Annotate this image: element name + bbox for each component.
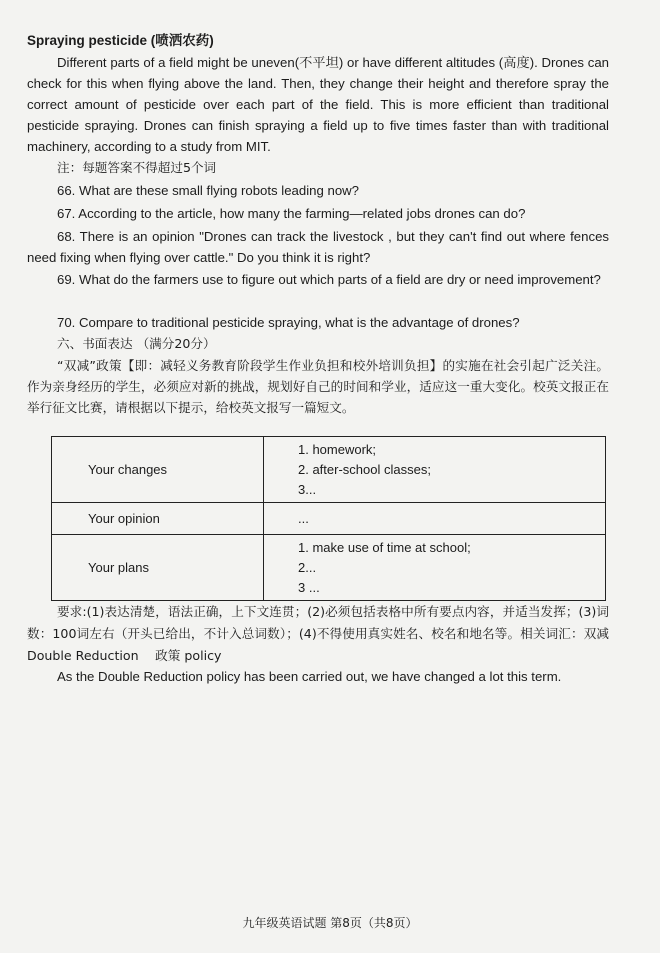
row-label: Your changes <box>52 437 264 503</box>
writing-prompt: “双减”政策【即：减轻义务教育阶段学生作业负担和校外培训负担】的实施在社会引起广泛关注。作为亲身经历的学生，必须应对新的挑战，规划好自己的时间和学业，适应这一重大变化。校英文报正在举行征文比赛，请根据以下提示，给校英文报写一篇短文。 <box>27 358 609 415</box>
row-points <box>264 503 606 535</box>
writing-requirements: 要求:(1)表达清楚，语法正确，上下文连贯；(2)必须包括表格中所有要点内容，并适当发挥；(3)词数：100词左右（开头已给出，不计入总词数）；(4)不得使用真实姓名、校名和地名等。相关词汇：双减 Double Reduction 政策 policy <box>27 604 609 663</box>
point-item: ... <box>298 510 309 526</box>
point-item: 1. make use of time at school; <box>298 539 471 555</box>
table-row <box>52 535 606 601</box>
question-69: 69. What do the farmers use to figure out which parts of a field are dry or need improvement? <box>57 272 601 287</box>
answer-note: 注：每题答案不得超过5个词 <box>57 160 217 175</box>
point-item: 3 ... <box>298 579 320 595</box>
writing-section-title: 六、书面表达 （满分20分） <box>57 336 216 351</box>
point-item: 2. after-school classes; <box>298 461 431 477</box>
point-item: 3... <box>298 481 317 497</box>
point-item: 2... <box>298 559 317 575</box>
writing-points-table <box>51 436 606 601</box>
table-row <box>52 503 606 535</box>
row-points <box>264 437 606 503</box>
row-label: Your plans <box>52 535 264 601</box>
question-66: 66. What are these small flying robots leading now? <box>57 183 360 198</box>
question-67: 67. According to the article, how many the farming—related jobs drones can do? <box>57 206 526 221</box>
row-points <box>264 535 606 601</box>
point-item: 1. homework; <box>298 441 377 457</box>
question-70: 70. Compare to traditional pesticide spraying, what is the advantage of drones? <box>57 315 520 330</box>
opening-sentence: As the Double Reduction policy has been carried out, we have changed a lot this term. <box>57 669 562 684</box>
page-footer: 九年级英语试题 第8页（共8页） <box>242 916 418 930</box>
question-68: 68. There is an opinion "Drones can track the livestock , but they can't find out where fences need fixing when flying over cattle." Do you think it is right? <box>27 229 609 265</box>
table-row <box>52 437 606 503</box>
row-label: Your opinion <box>52 503 264 535</box>
section-heading: Spraying pesticide (喷洒农药) <box>27 33 214 48</box>
reading-paragraph: Different parts of a field might be uneven(不平坦) or have different altitudes (高度). Drones can check for this when flying above the land. Then, they change their height and therefore spray the correct amount of pesticide over each part of the field. This is more efficient than traditional pesticide spraying. Drones can finish spraying a field up to five times faster than with traditional machinery, according to a study from MIT. <box>27 55 609 154</box>
